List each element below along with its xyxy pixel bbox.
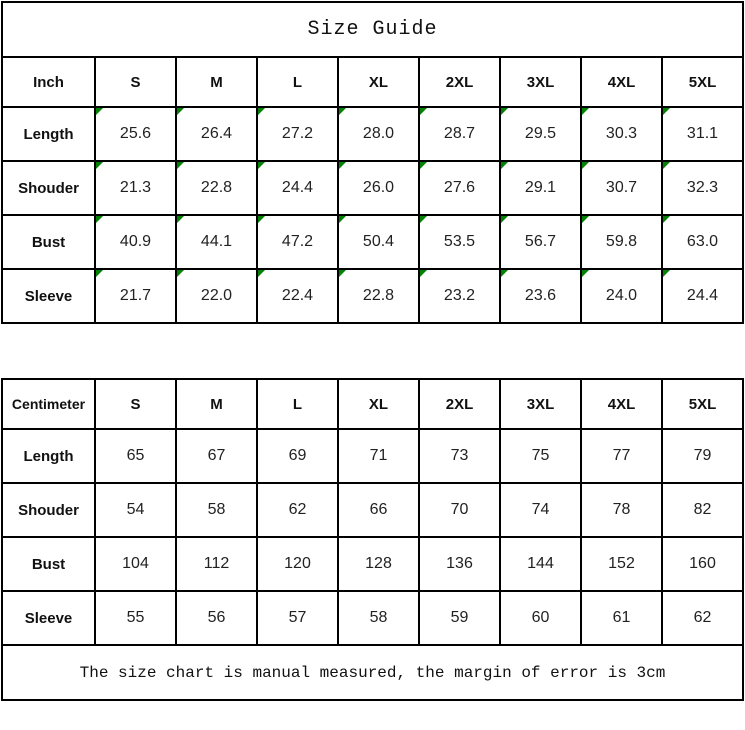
column-header-2xl: 2XL [419,379,500,429]
size-value: 56.7 [524,233,557,250]
size-value-cell [419,161,500,215]
column-header-l: L [257,57,338,107]
row-label: Shouder [2,161,95,215]
size-value: 47.2 [281,233,314,250]
size-value-cell [338,215,419,269]
size-value: 28.7 [443,125,476,142]
table-row-shouder-inch [2,161,743,215]
column-header-5xl: 5XL [662,379,743,429]
size-value-cell: 58 [176,483,257,537]
corner-error-indicator-icon [582,216,589,223]
corner-error-indicator-icon [258,270,265,277]
size-value: 24.4 [281,179,314,196]
size-value-cell: 59 [419,591,500,645]
corner-error-indicator-icon [420,216,427,223]
size-value-cell [338,269,419,323]
corner-error-indicator-icon [177,108,184,115]
row-label: Shouder [2,483,95,537]
corner-error-indicator-icon [96,162,103,169]
size-value-cell [581,161,662,215]
size-value: 32.3 [686,179,719,196]
corner-error-indicator-icon [339,270,346,277]
size-value-cell: 104 [95,537,176,591]
size-value-cell: 65 [95,429,176,483]
row-label: Bust [2,537,95,591]
size-value-cell [338,161,419,215]
size-value-cell [257,269,338,323]
column-header-xl: XL [338,379,419,429]
size-value: 26.0 [362,179,395,196]
size-value-cell: 58 [338,591,419,645]
corner-error-indicator-icon [177,270,184,277]
size-value: 25.6 [119,125,152,142]
size-value-cell: 112 [176,537,257,591]
size-value: 53.5 [443,233,476,250]
column-header-2xl: 2XL [419,57,500,107]
column-header-s: S [95,57,176,107]
corner-error-indicator-icon [96,270,103,277]
size-value-cell [662,161,743,215]
size-value-cell: 136 [419,537,500,591]
column-header-m: M [176,379,257,429]
corner-error-indicator-icon [339,162,346,169]
corner-error-indicator-icon [501,162,508,169]
size-value: 29.5 [524,125,557,142]
size-value: 22.4 [281,287,314,304]
column-header-5xl: 5XL [662,57,743,107]
size-value-cell: 82 [662,483,743,537]
corner-error-indicator-icon [663,270,670,277]
size-value-cell: 67 [176,429,257,483]
row-label: Bust [2,215,95,269]
table-row-length-cm [2,429,743,483]
corner-error-indicator-icon [663,108,670,115]
column-header-l: L [257,379,338,429]
size-value-cell [500,161,581,215]
corner-error-indicator-icon [96,216,103,223]
corner-error-indicator-icon [582,108,589,115]
size-value: 26.4 [200,125,233,142]
size-value-cell [419,269,500,323]
size-value: 24.0 [605,287,638,304]
size-value-cell: 71 [338,429,419,483]
size-value-cell: 60 [500,591,581,645]
size-value-cell [176,215,257,269]
size-value-cell: 61 [581,591,662,645]
corner-error-indicator-icon [96,108,103,115]
size-value-cell [581,269,662,323]
size-value: 30.7 [605,179,638,196]
size-value-cell: 73 [419,429,500,483]
size-value-cell [581,215,662,269]
size-value-cell [500,269,581,323]
size-value-cell: 70 [419,483,500,537]
size-value-cell [176,107,257,161]
size-value: 59.8 [605,233,638,250]
size-value-cell [95,215,176,269]
column-header-s: S [95,379,176,429]
size-value-cell [662,107,743,161]
size-value: 63.0 [686,233,719,250]
size-value-cell: 152 [581,537,662,591]
inch-size-table [1,1,744,324]
size-value-cell [581,107,662,161]
size-value-cell [419,215,500,269]
size-value: 29.1 [524,179,557,196]
size-value-cell: 77 [581,429,662,483]
corner-error-indicator-icon [420,108,427,115]
size-value-cell: 74 [500,483,581,537]
column-header-3xl: 3XL [500,379,581,429]
size-value-cell [257,215,338,269]
size-value-cell: 75 [500,429,581,483]
size-value-cell [662,269,743,323]
corner-error-indicator-icon [420,270,427,277]
size-value: 27.2 [281,125,314,142]
size-value-cell [95,107,176,161]
size-value-cell: 144 [500,537,581,591]
size-value-cell [95,161,176,215]
measurement-disclaimer: The size chart is manual measured, the margin of error is 3cm [2,645,743,700]
size-value: 31.1 [686,125,719,142]
size-value: 44.1 [200,233,233,250]
inch-header-row [2,57,743,107]
page-title: Size Guide [2,2,743,57]
size-value: 24.4 [686,287,719,304]
size-value-cell: 128 [338,537,419,591]
size-value: 30.3 [605,125,638,142]
size-value-cell: 55 [95,591,176,645]
unit-header-centimeter: Centimeter [2,379,95,429]
row-label: Length [2,107,95,161]
column-header-3xl: 3XL [500,57,581,107]
size-value: 21.3 [119,179,152,196]
row-label: Sleeve [2,269,95,323]
centimeter-size-table [1,378,744,701]
corner-error-indicator-icon [501,270,508,277]
size-value-cell: 57 [257,591,338,645]
table-row-sleeve-inch [2,269,743,323]
column-header-m: M [176,57,257,107]
size-value-cell [176,269,257,323]
row-label: Sleeve [2,591,95,645]
corner-error-indicator-icon [501,108,508,115]
size-value-cell: 54 [95,483,176,537]
size-value: 23.6 [524,287,557,304]
size-value-cell [257,161,338,215]
column-header-xl: XL [338,57,419,107]
size-value: 22.8 [362,287,395,304]
corner-error-indicator-icon [177,216,184,223]
row-label: Length [2,429,95,483]
corner-error-indicator-icon [339,108,346,115]
corner-error-indicator-icon [582,270,589,277]
size-value-cell [662,215,743,269]
corner-error-indicator-icon [501,216,508,223]
table-gap [1,324,744,378]
column-header-4xl: 4XL [581,379,662,429]
size-value: 28.0 [362,125,395,142]
size-value-cell: 62 [662,591,743,645]
corner-error-indicator-icon [258,162,265,169]
table-row-shouder-cm [2,483,743,537]
size-value: 23.2 [443,287,476,304]
size-value: 50.4 [362,233,395,250]
column-header-4xl: 4XL [581,57,662,107]
size-value-cell [257,107,338,161]
size-value-cell [500,215,581,269]
size-value: 27.6 [443,179,476,196]
size-value-cell: 120 [257,537,338,591]
table-row-sleeve-cm [2,591,743,645]
corner-error-indicator-icon [258,108,265,115]
size-value-cell [338,107,419,161]
table-row-bust-inch [2,215,743,269]
size-value-cell: 78 [581,483,662,537]
size-value-cell [176,161,257,215]
size-value-cell: 160 [662,537,743,591]
cm-header-row [2,379,743,429]
size-value-cell [500,107,581,161]
corner-error-indicator-icon [663,216,670,223]
unit-header-inch: Inch [2,57,95,107]
footer-row [2,645,743,700]
corner-error-indicator-icon [663,162,670,169]
table-row-bust-cm [2,537,743,591]
size-value-cell: 66 [338,483,419,537]
table-row-length-inch [2,107,743,161]
size-value: 22.0 [200,287,233,304]
size-value-cell: 62 [257,483,338,537]
corner-error-indicator-icon [258,216,265,223]
size-value-cell: 69 [257,429,338,483]
size-value-cell: 79 [662,429,743,483]
size-value-cell: 56 [176,591,257,645]
title-row [2,2,743,57]
corner-error-indicator-icon [177,162,184,169]
corner-error-indicator-icon [339,216,346,223]
corner-error-indicator-icon [582,162,589,169]
size-value-cell [419,107,500,161]
size-value: 21.7 [119,287,152,304]
size-value-cell [95,269,176,323]
size-value: 40.9 [119,233,152,250]
size-value: 22.8 [200,179,233,196]
corner-error-indicator-icon [420,162,427,169]
